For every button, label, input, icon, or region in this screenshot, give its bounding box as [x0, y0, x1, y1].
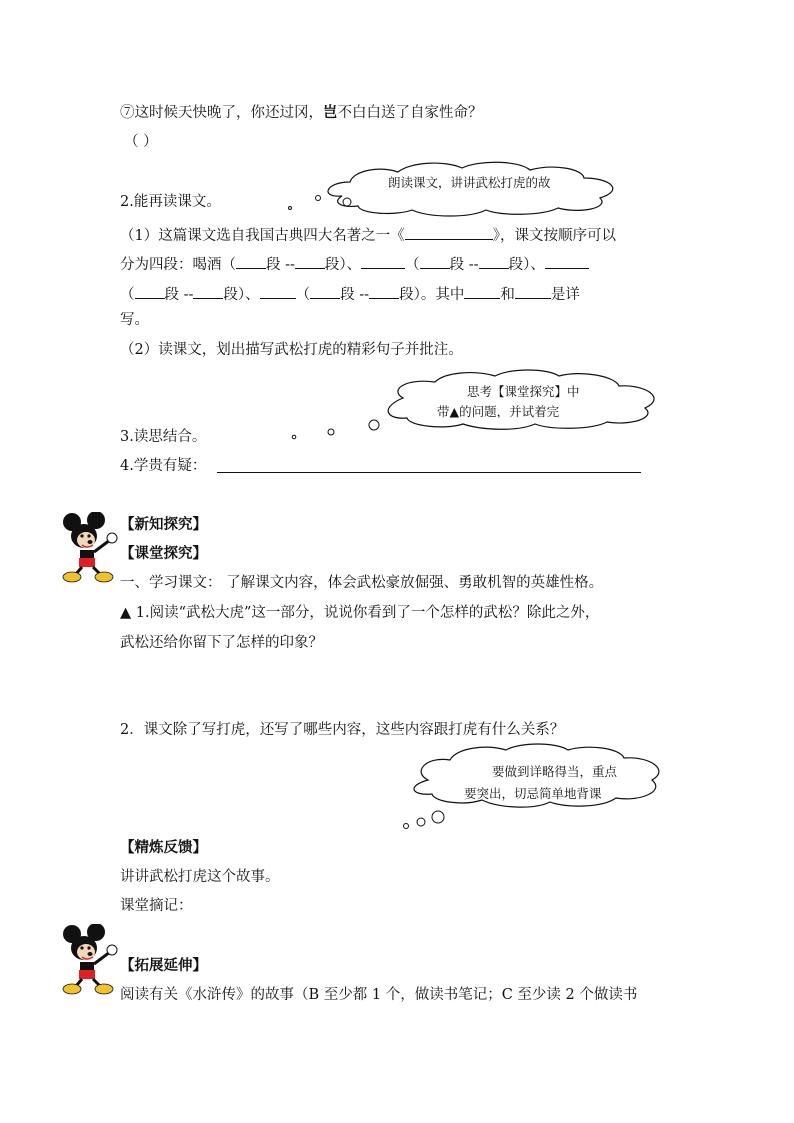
- cloud-2-line-2: 带▲的问题，并试着完: [437, 404, 560, 418]
- q7-bold-char: 岂: [323, 104, 338, 121]
- reading-title: 2.能再读课文。: [120, 194, 221, 210]
- mickey-mouse-icon: [60, 924, 122, 996]
- question-1-line-1: ▲ 1.阅读“武松大虎”这一部分，说说你看到了一个怎样的武松？除此之外，: [120, 605, 600, 621]
- classroom-explore-header: 【课堂探究】: [120, 545, 207, 562]
- blank[interactable]: [464, 284, 500, 299]
- blank[interactable]: [361, 254, 405, 269]
- question-7: [120, 106, 483, 121]
- thought-cloud-icon: [285, 368, 675, 438]
- cloud-3-line-1: 要做到详略得当，重点: [492, 764, 618, 779]
- learning-goal: 一、学习课文： 了解课文内容，体会武松豪放倔强、勇敢机智的英雄性格。: [120, 575, 604, 591]
- feedback-header: 【精炼反馈】: [120, 839, 207, 856]
- blank[interactable]: [236, 254, 266, 269]
- q7-text: ⑦这时候天快晚了，你还过冈，: [120, 105, 323, 121]
- extension-text: 阅读有关《水浒传》的故事（B 至少都 1 个，做读书笔记；C 至少读 2 个做读书: [120, 987, 638, 1003]
- reading-p4: 写。: [120, 312, 149, 328]
- q7-tail: 不白白送了自家性命？: [337, 105, 483, 121]
- question-1-line-2: 武松还给你留下了怎样的印象？: [120, 635, 323, 651]
- question-blank-line[interactable]: [217, 472, 641, 473]
- cloud-2-line-1: 思考【课堂探究】中: [467, 384, 580, 399]
- class-notes-label: 课堂摘记：: [120, 898, 193, 914]
- item-3: 3.读思结合。: [120, 429, 207, 445]
- cloud-2-line-2-clip: [400, 404, 670, 418]
- mickey-mouse-icon: [60, 512, 122, 584]
- cloud-3-line-2: 要突出，切忌简单地背课: [464, 786, 602, 801]
- blank[interactable]: [369, 284, 399, 299]
- new-knowledge-header: 【新知探究】: [120, 516, 207, 533]
- blank[interactable]: [545, 254, 589, 269]
- blank[interactable]: [260, 284, 296, 299]
- reading-p3: （ 段 -- 段）、 （ 段 -- 段）。其中 和 是详: [120, 284, 580, 303]
- cloud-1-text: 朗读课文，讲讲武松打虎的故: [388, 175, 551, 190]
- reading-p1: （1）这篇课文选自我国古典四大名著之一《 》，课文按顺序可以: [120, 225, 616, 244]
- reading-p2: 分为四段：喝酒（ 段 -- 段）、 （ 段 -- 段）、: [120, 254, 589, 273]
- blank[interactable]: [479, 254, 509, 269]
- blank[interactable]: [135, 284, 165, 299]
- extension-header: 【拓展延伸】: [120, 957, 207, 974]
- blank[interactable]: [193, 284, 223, 299]
- blank[interactable]: [515, 284, 551, 299]
- reading-p5: （2）读课文，划出描写武松打虎的精彩句子并批注。: [120, 342, 463, 358]
- blank[interactable]: [310, 284, 340, 299]
- q7-answer-blank[interactable]: （ ）: [124, 134, 158, 150]
- item-4: 4.学贵有疑：: [120, 458, 207, 474]
- book-title-blank[interactable]: [405, 225, 493, 240]
- blank[interactable]: [295, 254, 325, 269]
- feedback-task: 讲讲武松打虎这个故事。: [120, 869, 280, 885]
- blank[interactable]: [420, 254, 450, 269]
- question-2: 2．课文除了写打虎，还写了哪些内容，这些内容跟打虎有什么关系？: [120, 722, 565, 738]
